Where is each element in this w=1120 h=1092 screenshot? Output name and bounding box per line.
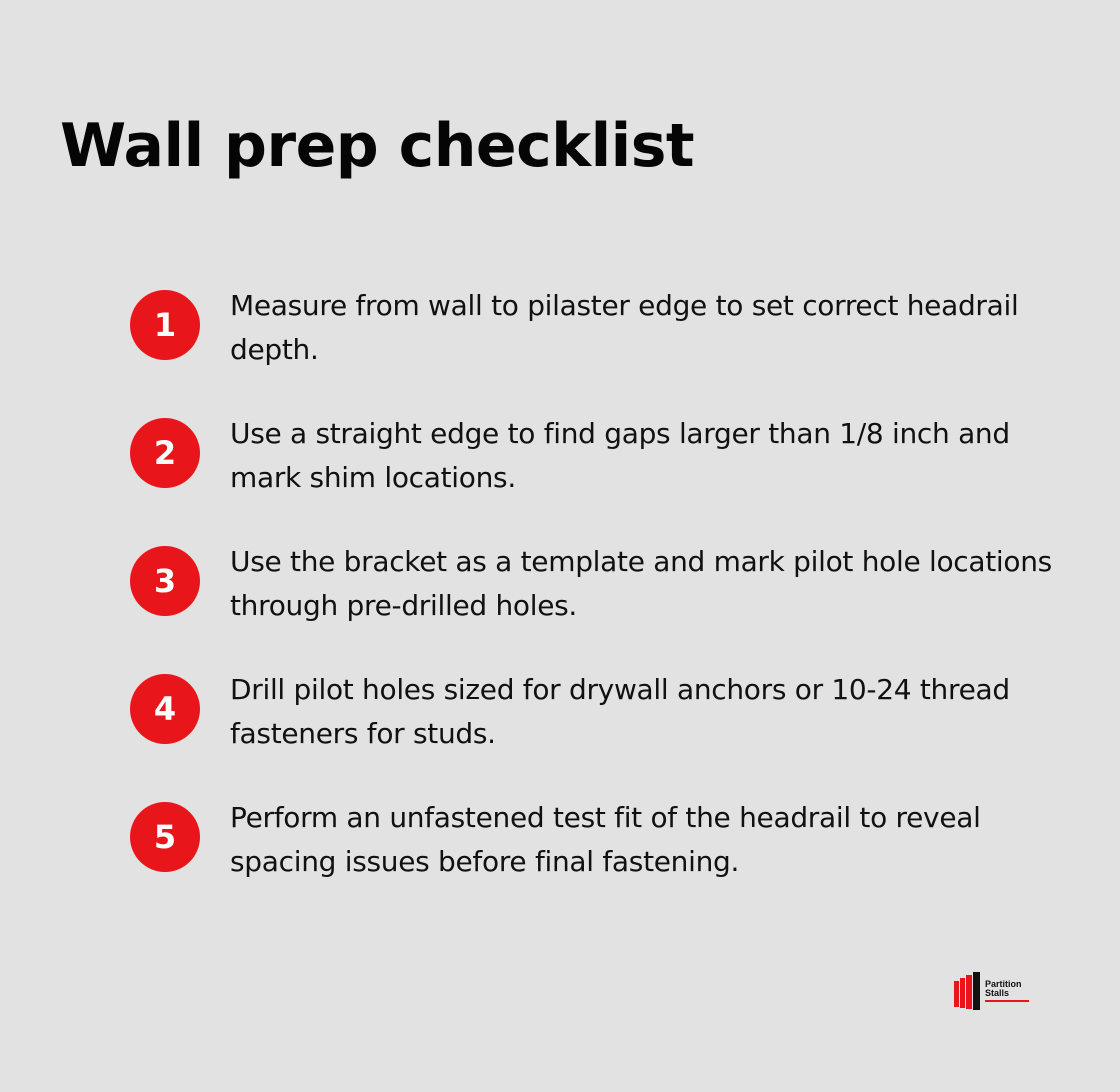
page-title: Wall prep checklist (60, 111, 695, 181)
step-number-badge: 2 (130, 418, 200, 488)
checklist-item (130, 796, 1060, 924)
checklist (130, 284, 1060, 924)
logo-line-2: Stalls (985, 988, 1010, 998)
step-text: Use a straight edge to find gaps larger than 1/8 inch and mark shim locations. (230, 417, 1010, 494)
checklist-item (130, 284, 1060, 412)
checklist-item (130, 540, 1060, 668)
step-text: Perform an unfastened test fit of the headrail to reveal spacing issues before final fastening. (230, 801, 981, 878)
step-number-badge: 4 (130, 674, 200, 744)
brand-logo (954, 970, 1038, 1012)
step-text: Drill pilot holes sized for drywall anchors or 10-24 thread fasteners for studs. (230, 673, 1010, 750)
step-number-badge: 5 (130, 802, 200, 872)
step-text: Use the bracket as a template and mark pilot hole locations through pre-drilled holes. (230, 545, 1052, 622)
checklist-item (130, 412, 1060, 540)
step-number-badge: 1 (130, 290, 200, 360)
logo-underline (985, 1000, 1029, 1002)
logo-line-1: Partition (985, 979, 1022, 989)
partition-stalls-logo-icon (954, 971, 982, 1011)
step-text: Measure from wall to pilaster edge to set correct headrail depth. (230, 289, 1019, 366)
checklist-item (130, 668, 1060, 796)
logo-wordmark (985, 980, 1029, 1002)
step-number-badge: 3 (130, 546, 200, 616)
